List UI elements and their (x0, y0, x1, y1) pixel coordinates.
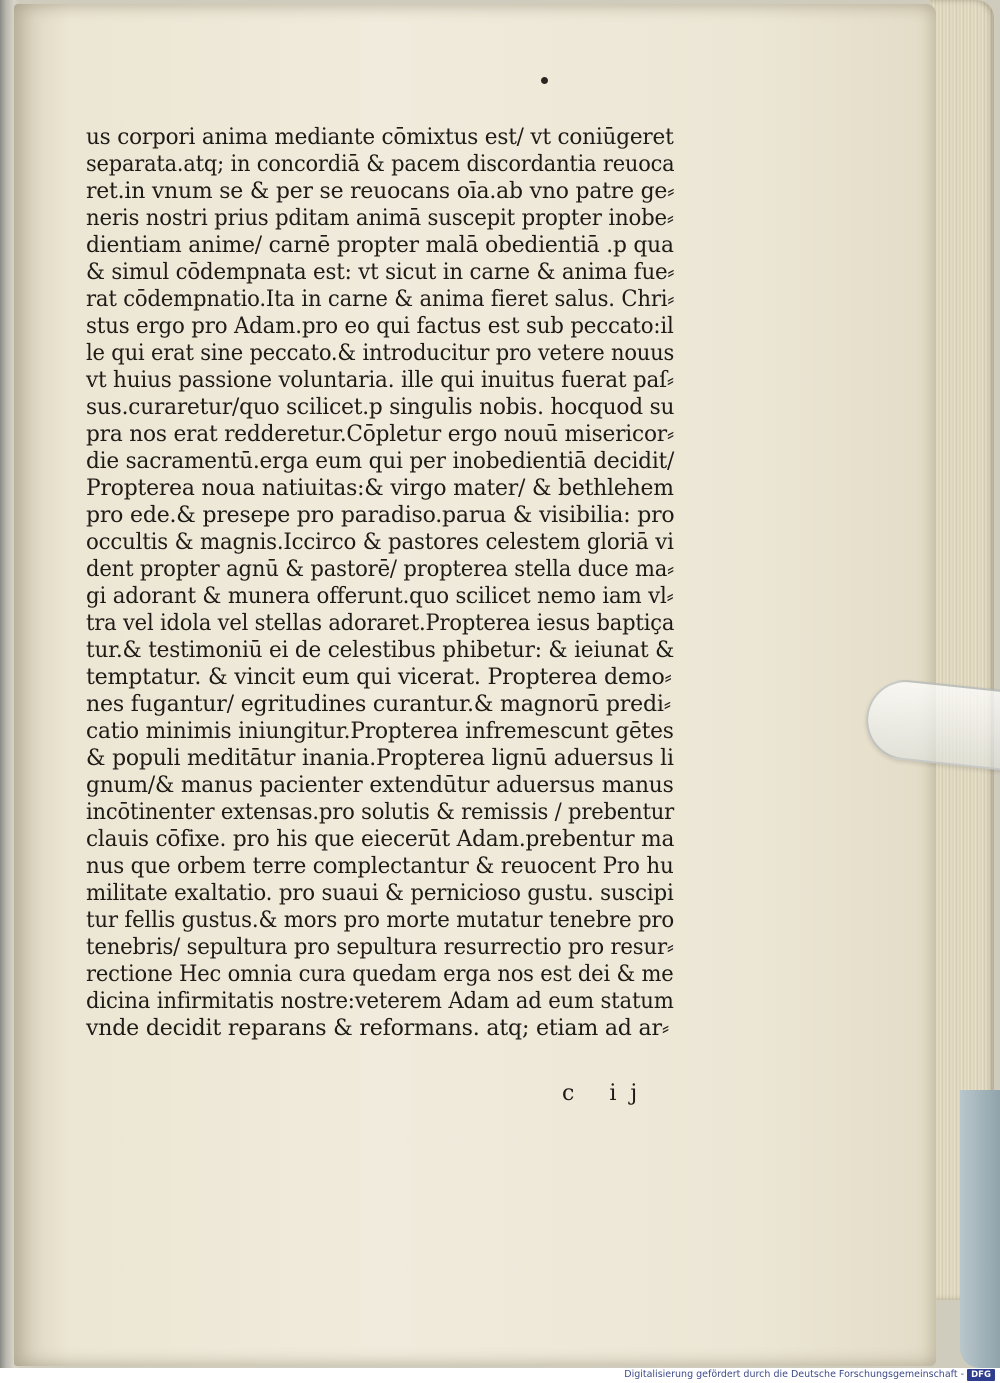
text-line: nus que orbem terre complectantur & reuocent Pro hu (86, 853, 674, 879)
book-cover (960, 1090, 1000, 1368)
signature-mark: c ij (562, 1081, 652, 1106)
text-line: & populi meditātur inania.Propterea lignū aduersus li (86, 745, 674, 771)
text-line: tur.& testimoniū ei de celestibus phibetur: & ieiunat & (86, 637, 675, 663)
text-line: ret.in vnum se & per se reuocans oīa.ab vno patre ge⸗ (86, 178, 675, 204)
text-line: us corpori anima mediante cōmixtus est/ vt coniūgeret (86, 124, 674, 150)
text-line: dientiam anime/ carnē propter malā obedientiā .p qua (86, 232, 674, 258)
text-line: gnum/& manus pacienter extendūtur aduersus manus (86, 772, 674, 798)
text-line: pra nos erat redderetur.Cōpletur ergo nouū misericor⸗ (86, 421, 674, 447)
text-line: neris nostri prius pditam animā suscepit propter inobe⸗ (86, 205, 674, 231)
ink-dot (541, 77, 548, 84)
text-line: le qui erat sine peccato.& introducitur pro vetere nouus (86, 340, 675, 366)
printed-text-block (86, 124, 686, 1042)
text-line: catio minimis iniungitur.Propterea infremescunt gētes (86, 718, 674, 744)
text-line: & simul cōdempnata est: vt sicut in carne & anima fue⸗ (86, 259, 675, 285)
text-line: temptatur. & vincit eum qui vicerat. Propterea demo⸗ (86, 664, 672, 690)
text-line: vt huius passione voluntaria. ille qui inuitus fuerat paſ⸗ (86, 367, 674, 393)
text-line: die sacramentū.erga eum qui per inobedientiā decidit/ (86, 448, 675, 474)
text-line: incōtinenter extensas.pro solutis & remissis / prebentur (86, 799, 674, 825)
text-line: dicina infirmitatis nostre:veterem Adam ad eum statum (86, 988, 674, 1014)
text-line: tur fellis gustus.& mors pro morte mutatur tenebre pro (86, 907, 674, 933)
text-line: rat cōdempnatio.Ita in carne & anima fieret salus. Chri⸗ (86, 286, 675, 312)
text-line: dent propter agnū & pastorē/ propterea stella duce ma⸗ (86, 556, 675, 582)
text-line: separata.atq; in concordiā & pacem discordantia reuoca (86, 151, 675, 177)
text-line: occultis & magnis.Iccirco & pastores celestem gloriā vi (86, 529, 674, 555)
text-line: tenebris/ sepultura pro sepultura resurrectio pro resur⸗ (86, 934, 674, 960)
text-line: pro ede.& presepe pro paradiso.parua & visibilia: pro (86, 502, 675, 528)
text-line: tra vel idola vel stellas adoraret.Propterea iesus baptiça (86, 610, 675, 636)
digitization-credit: Digitalisierung gefördert durch die Deutsche Forschungsgemeinschaft - (624, 1369, 964, 1380)
text-line: clauis cōfixe. pro his que eiecerūt Adam.prebentur ma (86, 826, 675, 852)
text-line: militate exaltatio. pro suaui & pernicioso gustu. suscipi (86, 880, 674, 906)
text-line: stus ergo pro Adam.pro eo qui factus est sub peccato:il (86, 313, 674, 339)
text-line: rectione Hec omnia cura quedam erga nos est dei & me (86, 961, 674, 987)
text-line: nes fugantur/ egritudines curantur.& magnorū predi⸗ (86, 691, 671, 717)
text-line: gi adorant & munera offerunt.quo scilicet nemo iam vl⸗ (86, 583, 674, 609)
text-line: Propterea noua natiuitas:& virgo mater/ & bethlehem (86, 475, 674, 501)
dfg-logo: DFG (967, 1369, 995, 1381)
text-line: vnde decidit reparans & reformans. atq; etiam ad ar⸗ (86, 1015, 669, 1041)
text-line: sus.curaretur/quo scilicet.p singulis nobis. hocquod su (86, 394, 675, 420)
